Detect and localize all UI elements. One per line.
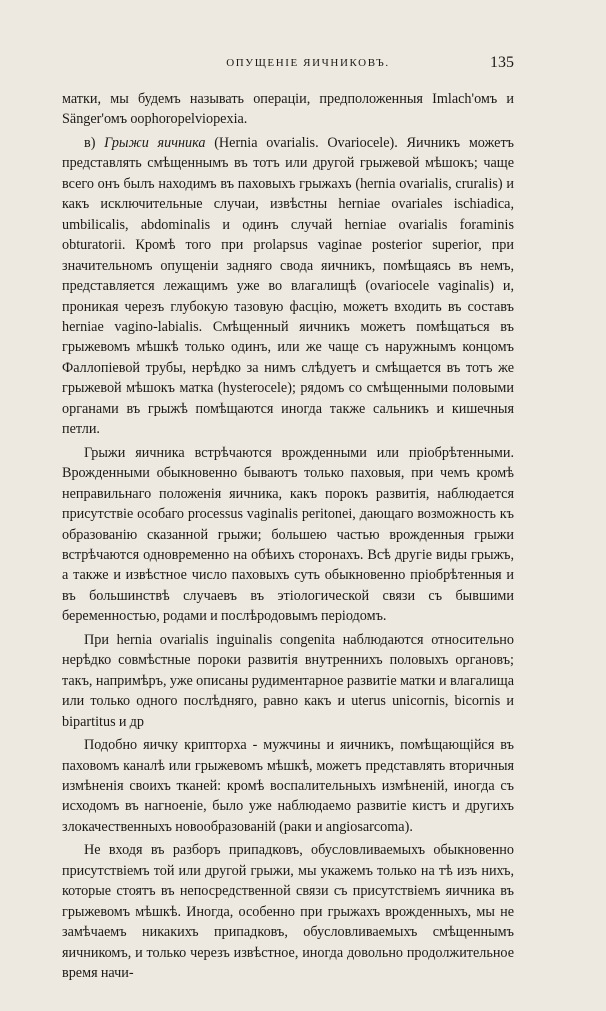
paragraph-2 [62, 133, 514, 440]
paragraph-4-text: При hernia ovarialis inguinalis congenita наблюдаются относительно нерѣдко совмѣстные пороки развитія внутреннихъ половыхъ органовъ; такъ, напримѣръ, уже описаны рудиментарное развитіе матки и влагалища или только одного послѣдняго, равно какъ и uterus unicornis, bicornis и bipartitus и др [62, 631, 514, 730]
paragraph-5-text: Подобно яичку крипторха - мужчины и яичникъ, помѣщающійся въ паховомъ каналѣ или грыжевомъ мѣшкѣ, можетъ представлять вторичныя измѣненія своихъ тканей: кромѣ воспалительныхъ измѣненій, иногда съ исходомъ въ нагноеніе, было уже наблюдаемо развитіе кистъ и другихъ злокачественныхъ новообразованій (раки и angiosarcoma). [62, 737, 514, 835]
book-page [0, 51, 606, 1011]
section-heading: Грыжи яичника [104, 134, 206, 151]
running-header [62, 51, 514, 75]
paragraph-1 [62, 89, 514, 130]
paragraph-3 [62, 443, 514, 627]
paragraph-2-text: (Hernia ovarialis. Ovariocele). Яичникъ можетъ представлять смѣщеннымъ въ тотъ или другой грыжевой мѣшокъ; чаще всего онъ былъ находимъ въ паховыхъ грыжахъ (hernia ovarialis, cruralis) и какъ исключительные случаи, извѣстны herniae ovariales ischiadica, umbilicalis, abdominalis и одинъ случай herniae ovarialis foraminis obturatorii. Кромѣ того при prolapsus vaginae posterior superior, при значительномъ опущеніи задняго свода яичникъ, помѣщаясь въ немъ, представляется лежащимъ уже во влагалищѣ (ovariocele vaginalis) и, проникая черезъ глубокую тазовую фасцію, можетъ входить въ составъ herniae vagino-labialis. Смѣщенный яичникъ можетъ помѣщаться въ грыжевомъ мѣшкѣ только одинъ, или же чаще съ наружнымъ концомъ Фаллопіевой трубы, нерѣдко за нимъ слѣдуетъ и смѣщается въ тотъ же грыжевой мѣшокъ матка (hysterocele); рядомъ со смѣщенными половыми органами въ грыжѣ помѣщаются иногда также сальникъ и кишечныя петли. [62, 134, 514, 438]
page-number: 135 [490, 54, 514, 71]
paragraph-1-text: матки, мы будемъ называть операціи, предположенныя Imlach'омъ и Sänger'омъ oophoropelviopexia. [62, 91, 514, 128]
section-label: в) [84, 134, 96, 151]
paragraph-6-text: Не входя въ разборъ припадковъ, обусловливаемыхъ обыкновенно присутствіемъ той или другой грыжи, мы укажемъ только на тѣ изъ нихъ, которые стоятъ въ непосредственной связи съ присутствіемъ яичника въ грыжевомъ мѣшкѣ. Иногда, особенно при грыжахъ врожденныхъ, мы не замѣчаемъ никакихъ припадковъ, обусловливаемыхъ смѣщеннымъ яичникомъ, и только черезъ извѣстное, иногда довольно продолжительное время начи- [62, 842, 514, 982]
running-title: ОПУЩЕНІЕ ЯИЧНИКОВЪ. [226, 57, 390, 69]
paragraph-3-text: Грыжи яичника встрѣчаются врожденными или пріобрѣтенными. Врожденными обыкновенно бываютъ только паховыя, при чемъ кромѣ неправильнаго положенія яичника, какъ порокъ развитія, наблюдается присутствіе особаго processus vaginalis peritonei, дающаго возможность къ образованію сказанной грыжи; большею частью врожденныя грыжи встрѣчаются одновременно на обѣихъ сторонахъ. Всѣ другіе виды грыжъ, а также и извѣстное число паховыхъ суть обыкновенно пріобрѣтенныя и въ большинствѣ случаевъ въ этіологической связи съ бывшими беременностью, родами и послѣродовымъ періодомъ. [62, 444, 514, 625]
paragraph-5 [62, 735, 514, 837]
paragraph-6 [62, 840, 514, 983]
paragraph-4 [62, 630, 514, 732]
body-text [62, 89, 514, 983]
